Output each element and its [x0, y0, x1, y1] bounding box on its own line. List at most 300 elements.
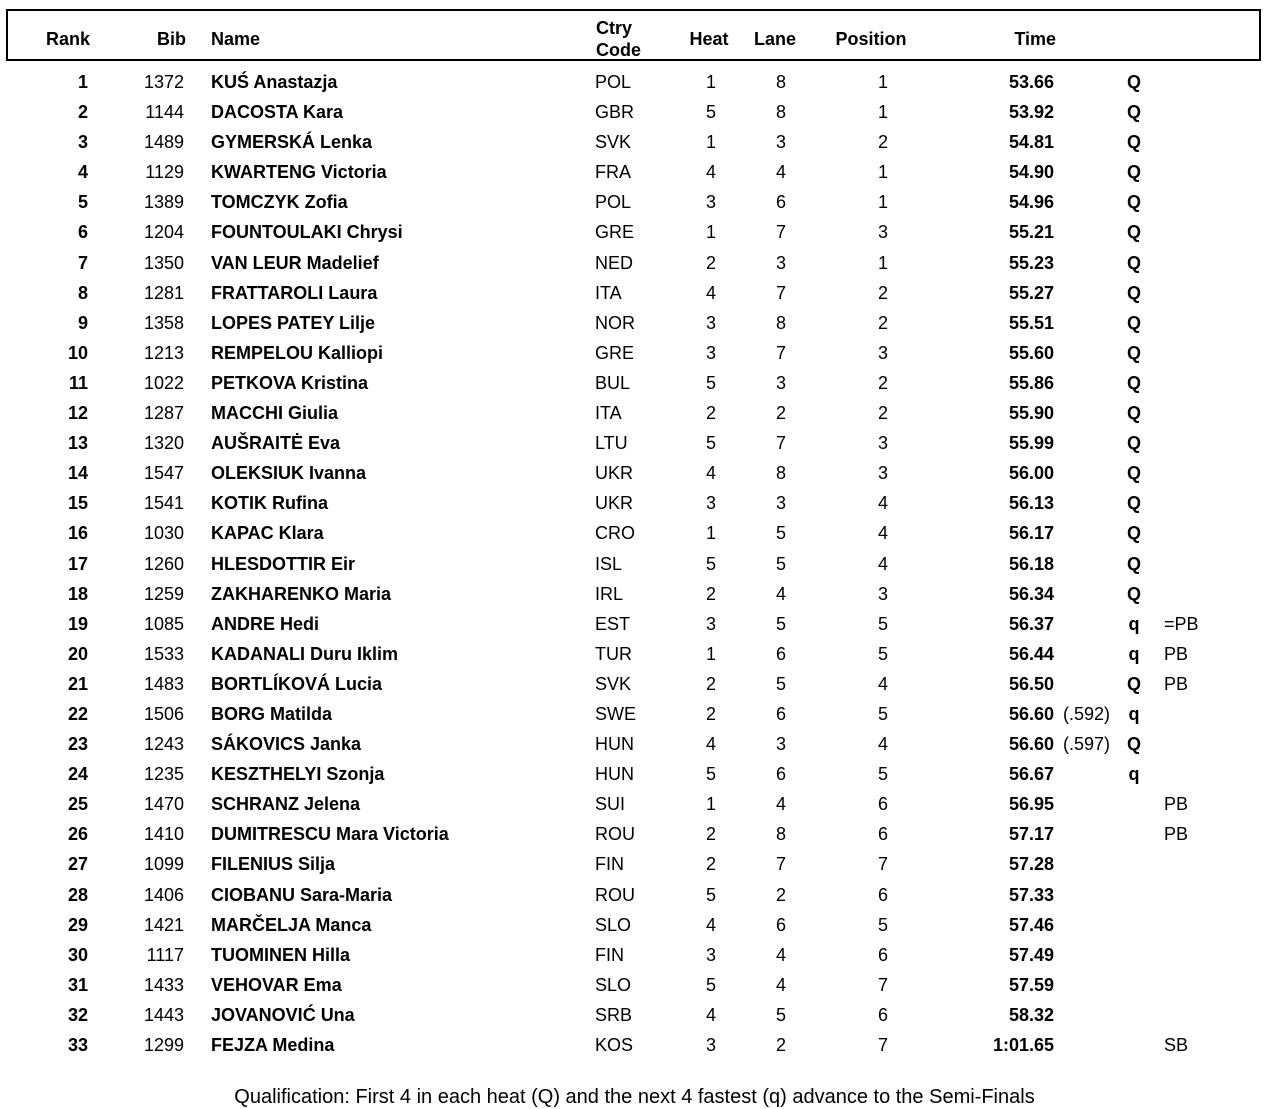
qualification-mark: Q — [1126, 132, 1141, 153]
heat-cell: 1 — [705, 523, 716, 544]
rank-cell: 27 — [67, 854, 88, 875]
heat-cell: 2 — [705, 703, 716, 724]
qualification-mark: Q — [1126, 282, 1141, 303]
lane-cell: 3 — [775, 252, 786, 273]
lane-cell: 8 — [775, 72, 786, 92]
country-code: HUN — [595, 734, 634, 755]
position-cell: 3 — [877, 463, 888, 484]
country-code: UKR — [595, 493, 634, 514]
rank-cell: 28 — [67, 884, 88, 905]
bib-cell: 1350 — [143, 252, 184, 273]
athlete-name: MARČELJA Manca — [211, 914, 372, 935]
time-cell: 55.86 — [1008, 372, 1054, 393]
athlete-name: ANDRE Hedi — [211, 613, 320, 634]
position-cell: 1 — [877, 102, 888, 123]
table-row — [0, 187, 1269, 217]
country-code: FRA — [595, 162, 631, 183]
bib-cell: 1022 — [143, 372, 184, 393]
country-code: ITA — [595, 282, 622, 303]
heat-cell: 4 — [705, 282, 716, 303]
heat-cell: 3 — [705, 342, 716, 363]
rank-cell: 14 — [67, 463, 88, 484]
position-cell: 1 — [877, 72, 888, 92]
bib-cell: 1144 — [145, 102, 184, 123]
qualification-mark: Q — [1126, 433, 1141, 454]
position-cell: 4 — [877, 553, 888, 574]
position-cell: 2 — [877, 403, 888, 424]
table-row — [0, 1030, 1269, 1060]
position-cell: 4 — [877, 673, 888, 694]
lane-cell: 8 — [775, 102, 786, 123]
position-cell: 5 — [877, 703, 888, 724]
athlete-name: GYMERSKÁ Lenka — [211, 132, 373, 153]
country-code: SUI — [595, 794, 626, 815]
table-row — [0, 880, 1269, 910]
time-cell: 57.49 — [1008, 944, 1054, 965]
table-row — [0, 157, 1269, 187]
time-cell: 56.13 — [1008, 493, 1054, 514]
rank-cell: 7 — [77, 252, 88, 273]
position-cell: 7 — [877, 1035, 888, 1055]
position-cell: 6 — [877, 1004, 888, 1025]
record-note: PB — [1164, 794, 1189, 815]
heat-cell: 1 — [705, 643, 716, 664]
athlete-name: KESZTHELYI Szonja — [211, 764, 385, 785]
table-row — [0, 609, 1269, 639]
heat-cell: 2 — [705, 252, 716, 273]
country-code: SLO — [595, 974, 632, 995]
table-row — [0, 970, 1269, 1000]
country-code: TUR — [595, 643, 632, 664]
time-cell: 54.90 — [1008, 162, 1054, 183]
table-row — [0, 308, 1269, 338]
time-cell: 55.99 — [1008, 433, 1054, 454]
time-cell: 56.17 — [1008, 523, 1054, 544]
athlete-name: DUMITRESCU Mara Victoria — [211, 824, 449, 845]
time-cell: 56.37 — [1008, 613, 1054, 634]
position-cell: 3 — [877, 342, 888, 363]
rank-cell: 4 — [77, 162, 88, 183]
rank-cell: 11 — [68, 372, 88, 393]
table-row — [0, 940, 1269, 970]
time-cell: 1:01.65 — [992, 1035, 1054, 1055]
table-row — [0, 458, 1269, 488]
position-cell: 7 — [877, 974, 888, 995]
bib-cell: 1030 — [143, 523, 184, 544]
time-cell: 56.95 — [1008, 794, 1054, 815]
bib-cell: 1213 — [143, 342, 184, 363]
country-code: NOR — [595, 312, 635, 333]
heat-cell: 1 — [705, 794, 716, 815]
table-row — [0, 398, 1269, 428]
header-ctry-line2: Code — [596, 40, 641, 60]
lane-cell: 3 — [775, 493, 786, 514]
heat-cell: 4 — [705, 1004, 716, 1025]
time-cell: 57.46 — [1008, 914, 1054, 935]
time-cell: 56.00 — [1008, 463, 1054, 484]
qualification-mark: q — [1128, 613, 1140, 634]
athlete-name: PETKOVA Kristina — [211, 372, 369, 393]
time-cell: 56.18 — [1008, 553, 1054, 574]
lane-cell: 7 — [775, 433, 786, 454]
lane-cell: 2 — [775, 403, 786, 424]
bib-cell: 1506 — [143, 703, 184, 724]
table-row — [0, 669, 1269, 699]
time-cell: 55.21 — [1008, 222, 1054, 243]
table-row — [0, 849, 1269, 879]
position-cell: 5 — [877, 764, 888, 785]
athlete-name: VAN LEUR Madelief — [211, 252, 379, 273]
qualification-mark: Q — [1126, 493, 1141, 514]
country-code: ROU — [595, 824, 635, 845]
bib-cell: 1358 — [143, 312, 184, 333]
athlete-name: FOUNTOULAKI Chrysi — [211, 222, 403, 243]
time-cell: 53.66 — [1008, 72, 1054, 92]
bib-cell: 1320 — [143, 433, 184, 454]
heat-cell: 3 — [705, 192, 716, 213]
table-row — [0, 518, 1269, 548]
lane-cell: 3 — [775, 372, 786, 393]
country-code: SWE — [595, 703, 637, 724]
qualification-mark: q — [1128, 703, 1140, 724]
heat-cell: 2 — [705, 854, 716, 875]
table-row — [0, 217, 1269, 247]
heat-cell: 4 — [705, 734, 716, 755]
position-cell: 5 — [877, 613, 888, 634]
rank-cell: 25 — [67, 794, 88, 815]
bib-cell: 1243 — [143, 734, 184, 755]
bib-cell: 1260 — [143, 553, 184, 574]
time-cell: 54.81 — [1008, 132, 1054, 153]
rank-cell: 29 — [67, 914, 88, 935]
country-code: ITA — [595, 403, 622, 424]
lane-cell: 4 — [775, 944, 786, 965]
table-row — [0, 759, 1269, 789]
qualification-mark: Q — [1126, 403, 1141, 424]
heat-cell: 5 — [705, 764, 716, 785]
table-row — [0, 1000, 1269, 1030]
country-code: FIN — [595, 854, 624, 875]
athlete-name: REMPELOU Kalliopi — [211, 342, 384, 363]
time-cell: 57.59 — [1008, 974, 1054, 995]
lane-cell: 7 — [775, 222, 786, 243]
bib-cell: 1204 — [143, 222, 184, 243]
lane-cell: 5 — [775, 1004, 786, 1025]
table-row — [0, 639, 1269, 669]
lane-cell: 6 — [775, 764, 786, 785]
table-row — [0, 278, 1269, 308]
rank-cell: 16 — [67, 523, 88, 544]
lane-cell: 8 — [775, 824, 786, 845]
time-cell: 55.23 — [1008, 252, 1054, 273]
position-cell: 1 — [877, 252, 888, 273]
country-code: NED — [595, 252, 634, 273]
table-row — [0, 338, 1269, 368]
country-code: ISL — [595, 553, 623, 574]
tiebreak-time: (.592) — [1063, 703, 1111, 724]
position-cell: 6 — [877, 824, 888, 845]
record-note: =PB — [1164, 613, 1199, 634]
country-code: POL — [595, 192, 632, 213]
heat-cell: 2 — [705, 583, 716, 604]
athlete-name: ZAKHARENKO Maria — [211, 583, 392, 604]
bib-cell: 1406 — [143, 884, 184, 905]
position-cell: 2 — [877, 372, 888, 393]
header-rank: Rank — [45, 29, 90, 49]
table-row — [0, 819, 1269, 849]
position-cell: 5 — [877, 914, 888, 935]
qualification-mark: Q — [1126, 553, 1141, 574]
rank-cell: 10 — [67, 342, 88, 363]
lane-cell: 2 — [775, 884, 786, 905]
heat-cell: 5 — [705, 372, 716, 393]
lane-cell: 5 — [775, 613, 786, 634]
header-time: Time — [1014, 29, 1056, 49]
tiebreak-time: (.597) — [1063, 734, 1111, 755]
qualification-mark: Q — [1126, 192, 1141, 213]
athlete-name: FILENIUS Silja — [211, 854, 336, 875]
rank-cell: 13 — [67, 433, 88, 454]
country-code: HUN — [595, 764, 634, 785]
position-cell: 5 — [877, 643, 888, 664]
rank-cell: 31 — [67, 974, 88, 995]
country-code: GRE — [595, 342, 635, 363]
header-heat: Heat — [689, 29, 729, 49]
record-note: PB — [1164, 824, 1189, 845]
heat-cell: 5 — [705, 433, 716, 454]
country-code: CRO — [595, 523, 635, 544]
lane-cell: 4 — [775, 974, 786, 995]
time-cell: 56.60 — [1008, 734, 1054, 755]
position-cell: 6 — [877, 944, 888, 965]
position-cell: 4 — [877, 523, 888, 544]
qualification-mark: Q — [1126, 463, 1141, 484]
heat-cell: 3 — [705, 312, 716, 333]
heat-cell: 1 — [705, 222, 716, 243]
bib-cell: 1433 — [143, 974, 184, 995]
table-row — [0, 549, 1269, 579]
time-cell: 54.96 — [1008, 192, 1054, 213]
country-code: IRL — [595, 583, 624, 604]
bib-cell: 1443 — [143, 1004, 184, 1025]
time-cell: 56.67 — [1008, 764, 1054, 785]
athlete-name: OLEKSIUK Ivanna — [211, 463, 367, 484]
heat-cell: 1 — [705, 132, 716, 153]
country-code: POL — [595, 72, 632, 92]
athlete-name: KUŚ Anastazja — [211, 72, 338, 92]
header-country-code — [596, 17, 641, 61]
heat-cell: 2 — [705, 824, 716, 845]
athlete-name: KAPAC Klara — [211, 523, 324, 544]
rank-cell: 6 — [77, 222, 88, 243]
bib-cell: 1533 — [143, 643, 184, 664]
table-row — [0, 67, 1269, 97]
athlete-name: KOTIK Rufina — [211, 493, 328, 514]
heat-cell: 4 — [705, 162, 716, 183]
position-cell: 2 — [877, 132, 888, 153]
athlete-name: CIOBANU Sara-Maria — [211, 884, 393, 905]
position-cell: 2 — [877, 312, 888, 333]
heat-cell: 3 — [705, 944, 716, 965]
table-row — [0, 729, 1269, 759]
country-code: LTU — [595, 433, 628, 454]
table-row — [0, 789, 1269, 819]
time-cell: 58.32 — [1008, 1004, 1054, 1025]
heat-cell: 5 — [705, 102, 716, 123]
header-name: Name — [211, 29, 261, 49]
rank-cell: 24 — [67, 764, 88, 785]
country-code: BUL — [595, 372, 631, 393]
header-position: Position — [835, 29, 907, 49]
athlete-name: KADANALI Duru Iklim — [211, 643, 399, 664]
rank-cell: 32 — [67, 1004, 88, 1025]
bib-cell: 1541 — [143, 493, 184, 514]
record-note: SB — [1164, 1035, 1189, 1055]
bib-cell: 1281 — [143, 282, 184, 303]
bib-cell: 1547 — [143, 463, 184, 484]
bib-cell: 1117 — [146, 944, 184, 965]
country-code: EST — [595, 613, 631, 634]
table-row — [0, 579, 1269, 609]
qualification-mark: Q — [1126, 734, 1141, 755]
time-cell: 56.50 — [1008, 673, 1054, 694]
country-code: SVK — [595, 132, 632, 153]
athlete-name: KWARTENG Victoria — [211, 162, 387, 183]
position-cell: 3 — [877, 583, 888, 604]
athlete-name: FEJZA Medina — [211, 1035, 335, 1055]
qualification-mark: Q — [1126, 312, 1141, 333]
position-cell: 4 — [877, 734, 888, 755]
rank-cell: 2 — [77, 102, 88, 123]
table-row — [0, 248, 1269, 278]
qualification-mark: Q — [1126, 583, 1141, 604]
qualification-mark: Q — [1126, 222, 1141, 243]
table-row — [0, 488, 1269, 518]
bib-cell: 1489 — [143, 132, 184, 153]
position-cell: 1 — [877, 162, 888, 183]
lane-cell: 6 — [775, 914, 786, 935]
time-cell: 56.44 — [1008, 643, 1054, 664]
rank-cell: 5 — [77, 192, 88, 213]
lane-cell: 5 — [775, 553, 786, 574]
heat-cell: 3 — [705, 493, 716, 514]
rank-cell: 26 — [67, 824, 88, 845]
country-code: UKR — [595, 463, 634, 484]
country-code: FIN — [595, 944, 624, 965]
heat-cell: 3 — [705, 613, 716, 634]
lane-cell: 3 — [775, 132, 786, 153]
athlete-name: MACCHI Giulia — [211, 403, 339, 424]
qualification-mark: Q — [1126, 162, 1141, 183]
bib-cell: 1235 — [143, 764, 184, 785]
athlete-name: FRATTAROLI Laura — [211, 282, 378, 303]
qualification-mark: Q — [1126, 342, 1141, 363]
rank-cell: 8 — [77, 282, 88, 303]
position-cell: 4 — [877, 493, 888, 514]
lane-cell: 6 — [775, 643, 786, 664]
qualification-mark: Q — [1126, 673, 1141, 694]
header-ctry-line1: Ctry — [596, 18, 633, 38]
time-cell: 56.60 — [1008, 703, 1054, 724]
time-cell: 57.17 — [1008, 824, 1054, 845]
time-cell: 56.34 — [1008, 583, 1054, 604]
time-cell: 55.27 — [1008, 282, 1054, 303]
athlete-name: SÁKOVICS Janka — [211, 734, 362, 755]
rank-cell: 15 — [67, 493, 88, 514]
rank-cell: 9 — [77, 312, 88, 333]
heat-cell: 3 — [705, 1035, 716, 1055]
lane-cell: 6 — [775, 192, 786, 213]
athlete-name: AUŠRAITĖ Eva — [211, 433, 341, 454]
header-lane: Lane — [753, 29, 796, 49]
rank-cell: 17 — [67, 553, 88, 574]
country-code: SLO — [595, 914, 632, 935]
rank-cell: 21 — [67, 673, 88, 694]
qualification-mark: Q — [1126, 372, 1141, 393]
bib-cell: 1470 — [143, 794, 184, 815]
record-note: PB — [1164, 673, 1189, 694]
bib-cell: 1129 — [145, 162, 184, 183]
bib-cell: 1259 — [143, 583, 184, 604]
time-cell: 55.90 — [1008, 403, 1054, 424]
lane-cell: 2 — [775, 1035, 786, 1055]
bib-cell: 1421 — [143, 914, 184, 935]
lane-cell: 4 — [775, 794, 786, 815]
athlete-name: JOVANOVIĆ Una — [211, 1004, 355, 1025]
bib-cell: 1299 — [143, 1035, 184, 1055]
lane-cell: 5 — [775, 673, 786, 694]
country-code: GBR — [595, 102, 635, 123]
rank-cell: 33 — [67, 1035, 88, 1055]
lane-cell: 7 — [775, 854, 786, 875]
time-cell: 55.60 — [1008, 342, 1054, 363]
lane-cell: 4 — [775, 583, 786, 604]
position-cell: 3 — [877, 222, 888, 243]
country-code: ROU — [595, 884, 635, 905]
athlete-name: TOMCZYK Zofia — [211, 192, 348, 213]
heat-cell: 1 — [705, 72, 716, 92]
athlete-name: BORG Matilda — [211, 703, 333, 724]
qualification-note: Qualification: First 4 in each heat (Q) and the next 4 fastest (q) advance to the Semi-Finals — [234, 1086, 1035, 1108]
position-cell: 7 — [877, 854, 888, 875]
athlete-name: VEHOVAR Ema — [211, 974, 342, 995]
heat-cell: 5 — [705, 884, 716, 905]
results-table-header — [6, 9, 1261, 61]
country-code: KOS — [595, 1035, 634, 1055]
athlete-name: HLESDOTTIR Eir — [211, 553, 356, 574]
qualification-mark: q — [1128, 764, 1140, 785]
record-note: PB — [1164, 643, 1189, 664]
time-cell: 57.28 — [1008, 854, 1054, 875]
lane-cell: 4 — [775, 162, 786, 183]
header-bib: Bib — [157, 29, 186, 49]
country-code: SVK — [595, 673, 632, 694]
athlete-name: SCHRANZ Jelena — [211, 794, 361, 815]
position-cell: 3 — [877, 433, 888, 454]
rank-cell: 19 — [67, 613, 88, 634]
athlete-name: BORTLÍKOVÁ Lucia — [211, 673, 383, 694]
table-row — [0, 97, 1269, 127]
bib-cell: 1085 — [143, 613, 184, 634]
bib-cell: 1372 — [143, 72, 184, 92]
rank-cell: 1 — [77, 72, 88, 92]
time-cell: 55.51 — [1008, 312, 1054, 333]
qualification-mark: Q — [1126, 523, 1141, 544]
results-table-body — [0, 67, 1269, 1060]
time-cell: 53.92 — [1008, 102, 1054, 123]
heat-cell: 5 — [705, 553, 716, 574]
lane-cell: 7 — [775, 282, 786, 303]
